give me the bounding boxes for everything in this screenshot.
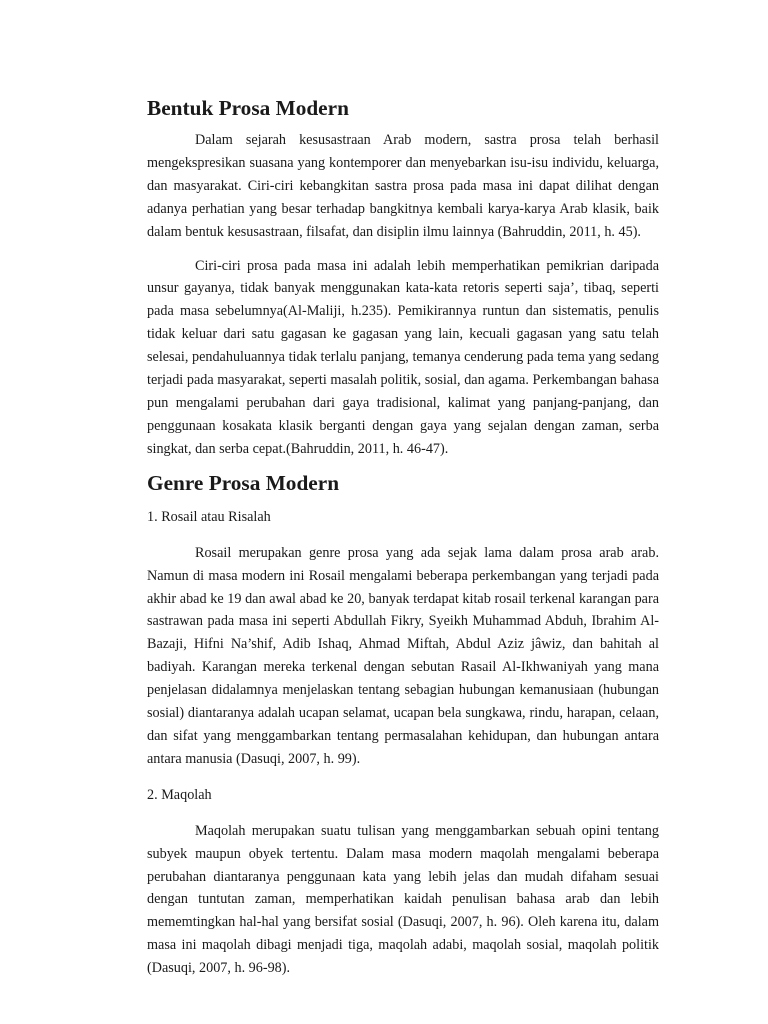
page-content xyxy=(147,96,659,980)
section-heading-genre-prosa-modern: Genre Prosa Modern xyxy=(147,470,340,495)
list-item-title-maqolah: 2. Maqolah xyxy=(147,786,212,803)
list-item-title-rosail: 1. Rosail atau Risalah xyxy=(147,508,271,525)
paragraph-ciri-ciri: Ciri-ciri prosa pada masa ini adalah lebih memperhatikan pemikrian daripada unsur gayanya, tidak banyak menggunakan kata-kata retoris seperti saja’, tibaq, seperti pada masa sebelumnya(Al-Maliji, h.235). Pemikirannya runtun dan sistematis, penulis tidak keluar dari satu gagasan ke gagasan yang lain, kecuali gagasan yang satu telah selesai, pendahuluannya tidak terlalu panjang, temanya cenderung pada tema yang sedang terjadi pada masyarakat, seperti masalah politik, sosial, dan agama. Perkembangan bahasa pun mengalami perubahan dari gaya tradisional, kalimat yang panjang-panjang, dan penggunaan kosakata klasik berganti dengan gaya yang sejalan dengan zaman, serba singkat, dan serba cepat.(Bahruddin, 2011, h. 46-47). xyxy=(147,257,659,457)
section-heading-bentuk-prosa-modern: Bentuk Prosa Modern xyxy=(147,96,349,120)
paragraph-maqolah: Maqolah merupakan suatu tulisan yang menggambarkan sebuah opini tentang subyek maupun obyek tertentu. Dalam masa modern maqolah mengalami beberapa perubahan diantaranya penggunaan kata yang lebih jelas dan mudah difaham sesuai dengan tuntutan zaman, memperhatikan kaidah penulisan bahasa arab dan lebih mememtingkan hal-hal yang bersifat sosial (Dasuqi, 2007, h. 96). Oleh karena itu, dalam masa ini maqolah dibagi menjadi tiga, maqolah adabi, maqolah sosial, maqolah politik (Dasuqi, 2007, h. 96-98). xyxy=(147,822,659,977)
paragraph-rosail: Rosail merupakan genre prosa yang ada sejak lama dalam prosa arab arab. Namun di masa modern ini Rosail mengalami beberapa perkembangan yang terjadi pada akhir abad ke 19 dan awal abad ke 20, banyak terdapat kitab rosail terkenal karangan para sastrawan pada masa ini seperti Abdullah Fikry, Syeikh Muhammad Abduh, Ibrahim Al-Bazaji, Hifni Na’shif, Adib Ishaq, Ahmad Miftah, Abdul Aziz jâwiz, dan bahitah al badiyah. Karangan mereka terkenal dengan sebutan Rasail Al-Ikhwaniyah yang mana penjelasan didalamnya menjelaskan tentang sebagian hubungan kemanusiaan (hubungan sosial) diantaranya adalah ucapan selamat, ucapan bela sungkawa, rindu, harapan, celaan, dan sifat yang menggambarkan tentang permasalahan kehidupan, dan hubungan antara antara manusia (Dasuqi, 2007, h. 99). xyxy=(147,544,659,767)
paragraph-intro: Dalam sejarah kesusastraan Arab modern, sastra prosa telah berhasil mengekspresikan suasana yang kontemporer dan menyebarkan isu-isu individu, keluarga, dan masyarakat. Ciri-ciri kebangkitan sastra prosa pada masa ini dapat dilihat dengan adanya perhatian yang besar terhadap bangkitnya kembali karya-karya Arab klasik, baik dalam bentuk kesusastraan, filsafat, dan disiplin ilmu lainnya (Bahruddin, 2011, h. 45). xyxy=(147,132,659,240)
